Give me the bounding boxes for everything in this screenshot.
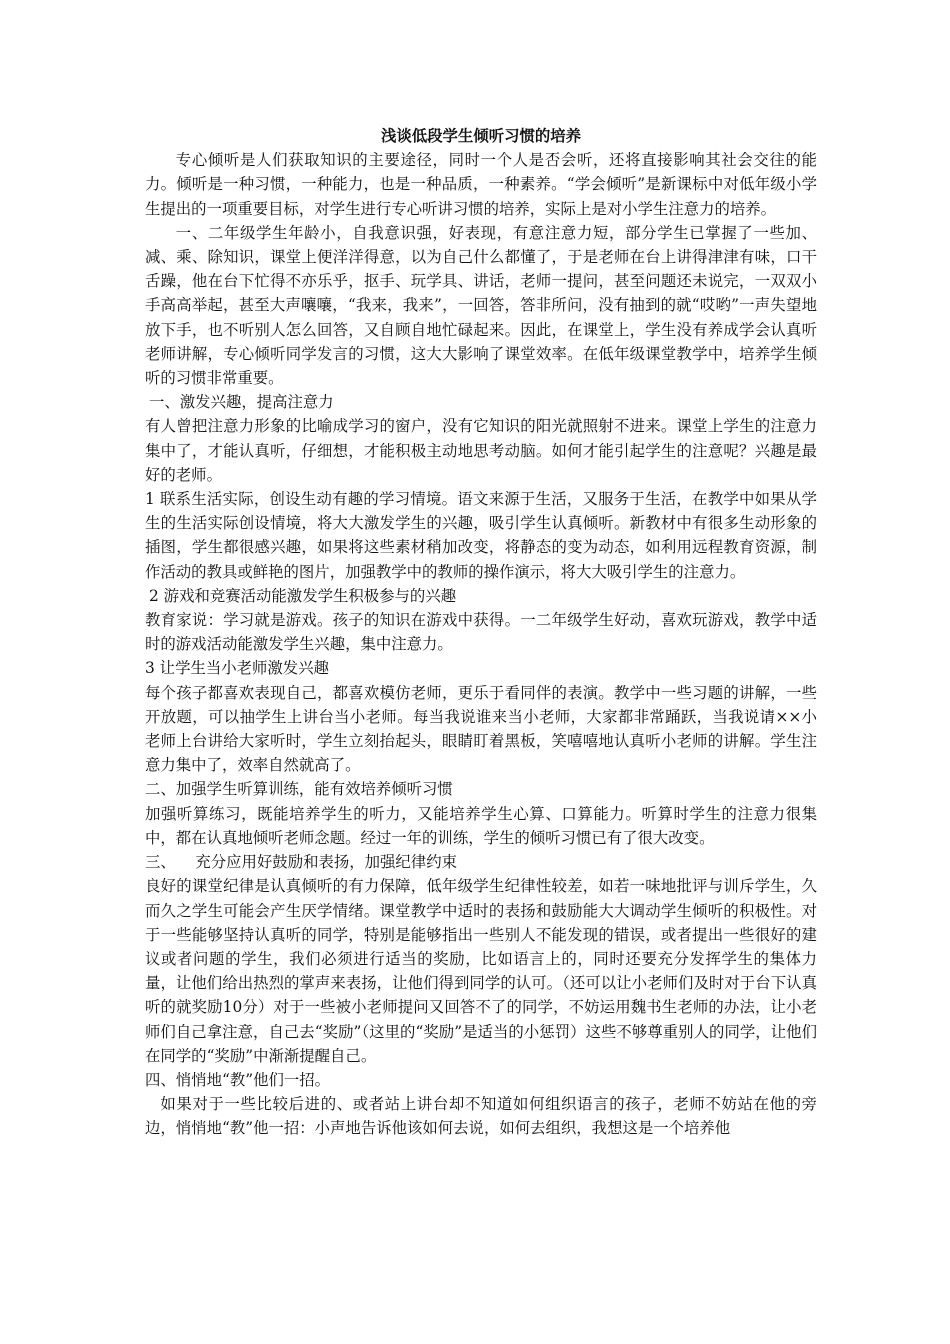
section-2-paragraph: 加强听算练习，既能培养学生的听力，又能培养学生心算、口算能力。听算时学生的注意力很集中，都在认真地倾听老师念题。经过一年的训练，学生的倾听习惯已有了很大改变。 [145,804,817,847]
section-heading-2: 二、加强学生听算训练，能有效培养倾听习惯 [145,780,453,799]
intro-paragraph: 专心倾听是人们获取知识的主要途径，同时一个人是否会听，还将直接影响其社会交往的能力。倾听是一种习惯，一种能力，也是一种品质，一种素养。“学会倾听”是新课标中对低年级小学生提出的一项重要目标，对学生进行专心听讲习惯的培养，实际上是对小学生注意力的培养。 [145,151,817,218]
subsection-1-paragraph: 1 联系生活实际，创设生动有趣的学习情境。语文来源于生活，又服务于生活，在教学中如果从学生的生活实际创设情境，将大大激发学生的兴趣，吸引学生认真倾听。新教材中有很多生动形象的插图，学生都很感兴趣，如果将这些素材稍加改变，将静态的变为动态，如利用远程教育资源，制作活动的教具或鲜艳的图片，加强教学中的教师的操作演示，将大大吸引学生的注意力。 [145,490,817,581]
document-title: 浅谈低段学生倾听习惯的培养 [380,127,582,145]
subsection-2-paragraph: 教育家说：学习就是游戏。孩子的知识在游戏中获得。一二年级学生好动，喜欢玩游戏，教学中适时的游戏活动能激发学生兴趣，集中注意力。 [145,611,817,654]
section-4-paragraph: 如果对于一些比较后进的、或者站上讲台却不知道如何组织语言的孩子，老师不妨站在他的旁边，悄悄地“教”他一招：小声地告诉他该如何去说，如何去组织，我想这是一个培养他 [145,1095,817,1138]
section-heading-3: 三、 充分应用好鼓励和表扬，加强纪律约束 [145,853,457,872]
subsection-heading-2: 2 游戏和竞赛活动能激发学生积极参与的兴趣 [149,586,457,605]
section-1-paragraph: 有人曾把注意力形象的比喻成学习的窗户，没有它知识的阳光就照射不进来。课堂上学生的注意力集中了，才能认真听，仔细想，才能积极主动地思考动脑。如何才能引起学生的注意呢？兴趣是最好的老师。 [145,417,817,484]
document-page [145,124,817,1141]
subsection-heading-3: 3 让学生当小老师激发兴趣 [145,659,329,678]
section-heading-4: 四、悄悄地“教”他们一招。 [145,1070,331,1089]
subsection-3-paragraph: 每个孩子都喜欢表现自己，都喜欢模仿老师，更乐于看同伴的表演。教学中一些习题的讲解，一些开放题，可以抽学生上讲台当小老师。每当我说谁来当小老师，大家都非常踊跃，当我说请××小老师上台讲给大家听时，学生立刻抬起头，眼睛盯着黑板，笑嘻嘻地认真听小老师的讲解。学生注意力集中了，效率自然就高了。 [145,683,817,775]
background-paragraph: 一、二年级学生年龄小，自我意识强，好表现，有意注意力短，部分学生已掌握了一些加、减、乘、除知识，课堂上便洋洋得意，以为自己什么都懂了，于是老师在台上讲得津津有味，口干舌躁，他在台下忙得不亦乐乎，抠手、玩学具、讲话，老师一提问，甚至问题还未说完，一双双小手高高举起，甚至大声嚷嚷，“我来，我来”，一回答，答非所问，没有抽到的就“哎哟”一声失望地放下手，也不听别人怎么回答，又自顾自地忙碌起来。因此，在课堂上，学生没有养成学会认真听老师讲解，专心倾听同学发言的习惯，这大大影响了课堂效率。在低年级课堂教学中，培养学生倾听的习惯非常重要。 [145,223,817,388]
section-heading-1: 一、激发兴趣，提高注意力 [149,393,334,412]
section-3-paragraph: 良好的课堂纪律是认真倾听的有力保障，低年级学生纪律性较差，如若一味地批评与训斥学生，久而久之学生可能会产生厌学情绪。课堂教学中适时的表扬和鼓励能大大调动学生倾听的积极性。对于一些能够坚持认真听的同学，特别是能够指出一些别人不能发现的错误，或者提出一些很好的建议或者问题的学生，我们必须进行适当的奖励，比如语言上的，同时还要充分发挥学生的集体力量，让他们给出热烈的掌声来表扬，让他们得到同学的认可。（还可以让小老师们及时对于台下认真听的就奖励10分）对于一些被小老师提问又回答不了的同学，不妨运用魏书生老师的办法，让小老师们自己拿注意，自己去“奖励”（这里的“奖励”是适当的小惩罚）这些不够尊重别人的同学，让他们在同学的“奖励”中渐渐提醒自己。 [145,877,817,1065]
